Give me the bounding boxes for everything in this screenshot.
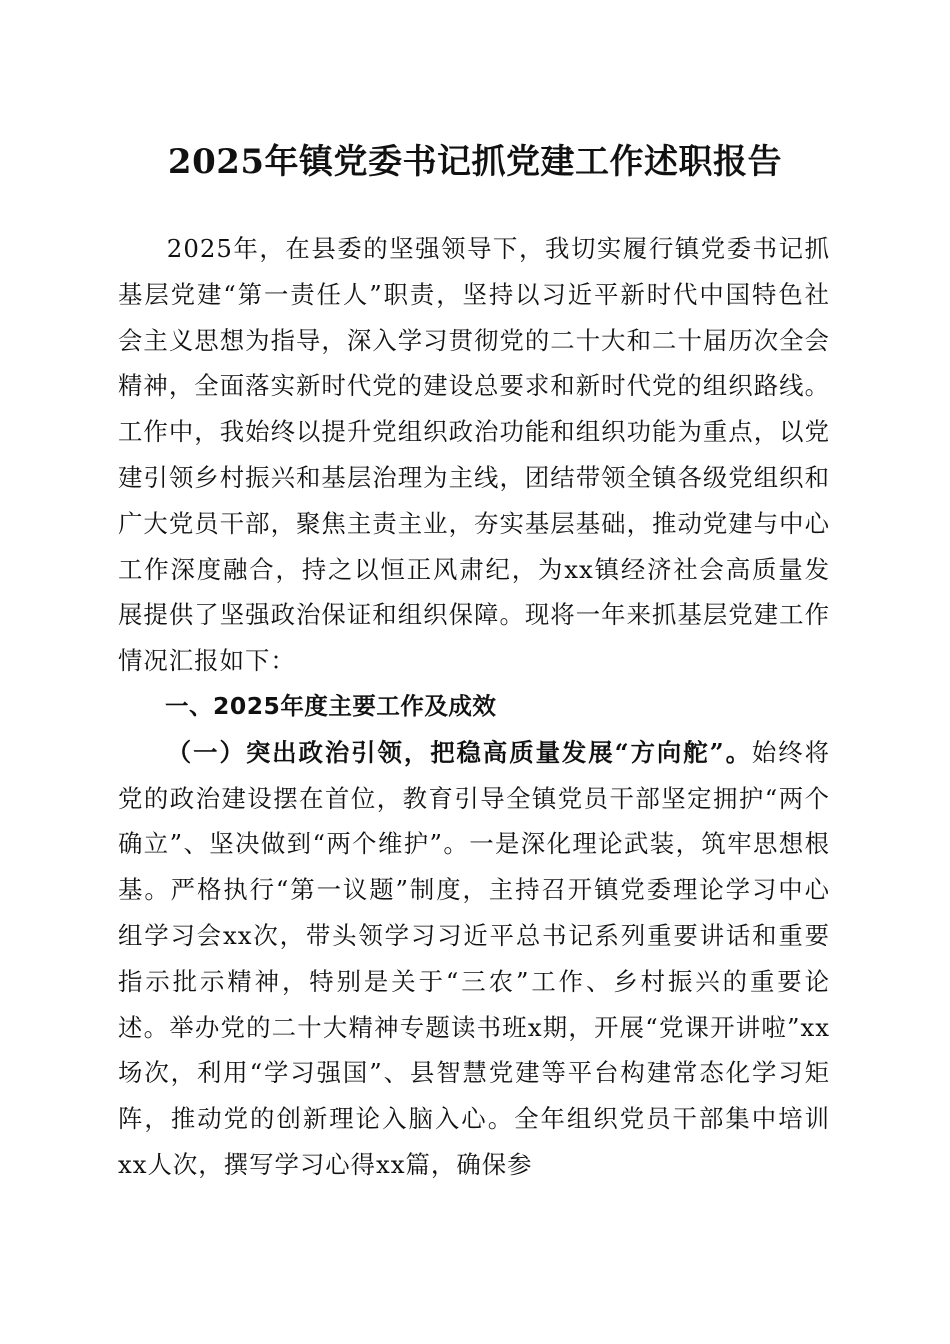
subsection-lead: （一）突出政治引领，把稳高质量发展“方向舵”。 [166, 737, 752, 767]
document-body [118, 226, 830, 1188]
subsection-text: 始终将党的政治建设摆在首位，教育引导全镇党员干部坚定拥护“两个确立”、坚决做到“两个维护”。一是深化理论武装，筑牢思想根基。严格执行“第一议题”制度，主持召开镇党委理论学习中心组学习会xx次，带头领学习习近平总书记系列重要讲话和重要指示批示精神，特别是关于“三农”工作、乡村振兴的重要论述。举办党的二十大精神专题读书班x期，开展“党课开讲啦”xx场次，利用“学习强国”、县智慧党建等平台构建常态化学习矩阵，推动党的创新理论入脑入心。全年组织党员干部集中培训xx人次，撰写学习心得xx篇，确保参 [118, 737, 830, 1179]
intro-paragraph: 2025年，在县委的坚强领导下，我切实履行镇党委书记抓基层党建“第一责任人”职责，坚持以习近平新时代中国特色社会主义思想为指导，深入学习贯彻党的二十大和二十届历次全会精神，全面落实新时代党的建设总要求和新时代党的组织路线。工作中，我始终以提升党组织政治功能和组织功能为重点，以党建引领乡村振兴和基层治理为主线，团结带领全镇各级党组织和广大党员干部，聚焦主责主业，夯实基层基础，推动党建与中心工作深度融合，持之以恒正风肃纪，为xx镇经济社会高质量发展提供了坚强政治保证和组织保障。现将一年来抓基层党建工作情况汇报如下： [118, 234, 830, 676]
subsection-paragraph-political-guidance [118, 730, 830, 1188]
document-title: 2025年镇党委书记抓党建工作述职报告 [167, 142, 783, 182]
section-heading-main-work: 一、2025年度主要工作及成效 [165, 691, 497, 720]
